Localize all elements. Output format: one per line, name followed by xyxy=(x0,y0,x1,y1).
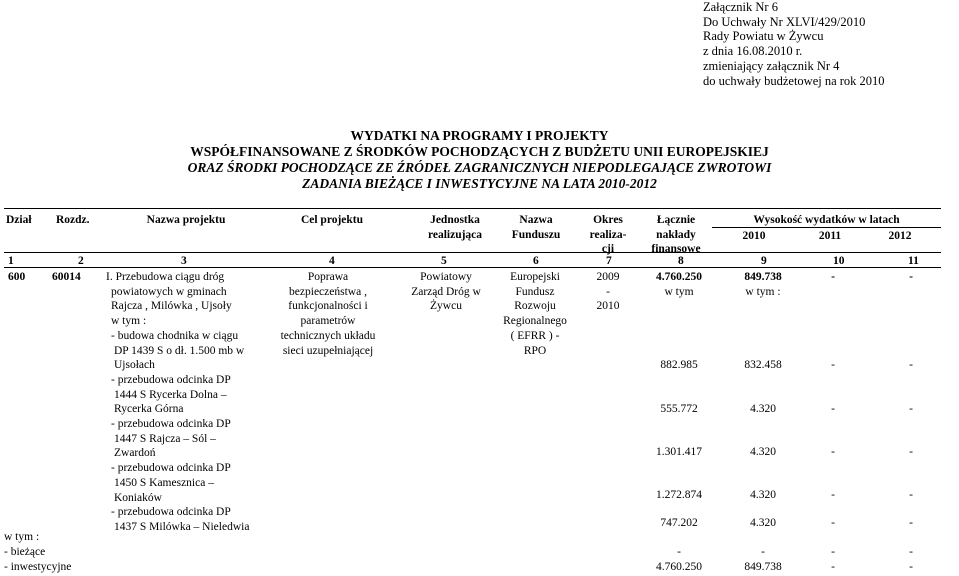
project-line: - przebudowa odcinka DP xyxy=(111,373,231,386)
project-line: Rajcza , Milówka , Ujsoły xyxy=(111,300,232,313)
col-header-okres-l2: realiza- xyxy=(589,228,627,241)
item-2010: 4.320 xyxy=(750,403,776,415)
project-line: 1450 S Kamesznica – xyxy=(114,476,214,489)
item-2010: 4.320 xyxy=(750,489,776,501)
col-header-dzial: Dział xyxy=(6,214,32,226)
fundusz-line: Rozwoju xyxy=(514,300,556,313)
item-naklady: 1.272.874 xyxy=(656,489,702,501)
col-header-2010: 2010 xyxy=(742,230,766,242)
cell-rozdz: 60014 xyxy=(52,271,81,283)
fundusz-line: Fundusz xyxy=(515,285,555,298)
note-line: zmieniający załącznik Nr 4 xyxy=(703,58,840,73)
note-line: Załącznik Nr 6 xyxy=(703,0,778,14)
col-header-naklady xyxy=(640,213,712,257)
col-number: 6 xyxy=(533,255,539,267)
col-header-2011: 2011 xyxy=(818,230,842,242)
project-line: - przebudowa odcinka DP xyxy=(111,506,231,519)
cell-2010-total: 849.738 xyxy=(744,271,782,283)
jednostka-line: Zarząd Dróg w xyxy=(411,285,481,298)
cell-dzial: 600 xyxy=(8,271,26,283)
col-header-fundusz-l2: Funduszu xyxy=(511,228,561,241)
project-line: Rycerka Górna xyxy=(114,403,184,416)
fundusz-line: ( EFRR ) - xyxy=(510,329,560,342)
project-line: 1447 S Rajcza – Sól – xyxy=(114,432,216,445)
col-header-naklady-l1: Łącznie xyxy=(656,214,696,226)
col-number: 11 xyxy=(908,255,919,267)
col-number: 10 xyxy=(833,255,845,267)
attachment-note xyxy=(703,0,885,88)
cell-naklady-wtym: w tym xyxy=(664,286,694,298)
summary-biezace-label: - bieżące xyxy=(4,546,46,558)
item-2012: - xyxy=(909,359,913,371)
cell-cel-projektu xyxy=(268,270,388,358)
project-line: Koniaków xyxy=(114,491,162,504)
col-number: 7 xyxy=(606,255,612,267)
item-naklady: 747.202 xyxy=(660,517,698,529)
col-number: 1 xyxy=(8,255,14,267)
okres-line: 2009 xyxy=(596,271,620,283)
item-2011: - xyxy=(831,489,835,501)
col-number: 9 xyxy=(761,255,767,267)
item-2010: 4.320 xyxy=(750,517,776,529)
cell-2010-wtym: w tym : xyxy=(745,286,781,298)
col-number: 3 xyxy=(181,255,187,267)
project-line: 1437 S Milówka – Nieledwia xyxy=(114,520,250,533)
table-colnum-bottom xyxy=(4,267,941,268)
item-2011: - xyxy=(831,359,835,371)
col-header-cel-projektu: Cel projektu xyxy=(300,214,364,226)
project-line: Zwardoń xyxy=(114,447,156,460)
table-header-bottom xyxy=(4,252,941,253)
summary-inwest-2012: - xyxy=(909,561,913,573)
cell-2011-total: - xyxy=(831,271,835,283)
cell-jednostka xyxy=(396,270,496,314)
summary-inwest-2010: 849.738 xyxy=(744,561,782,573)
col-number: 2 xyxy=(78,255,84,267)
summary-biezace-naklady: - xyxy=(677,546,681,558)
document-title-line-1: WYDATKI NA PROGRAMY I PROJEKTY xyxy=(350,128,609,143)
cell-fundusz xyxy=(490,270,580,358)
item-2011: - xyxy=(831,517,835,529)
project-line: - przebudowa odcinka DP xyxy=(111,418,231,431)
project-line: w tym : xyxy=(111,315,147,328)
item-2012: - xyxy=(909,489,913,501)
col-header-2012: 2012 xyxy=(888,230,912,242)
table-border-top xyxy=(4,208,941,209)
project-line: - budowa chodnika w ciągu xyxy=(111,329,239,342)
project-line: powiatowych w gminach xyxy=(111,285,227,298)
note-line: Do Uchwały Nr XLVI/429/2010 xyxy=(703,14,866,29)
col-header-jednostka xyxy=(400,213,510,242)
item-2012: - xyxy=(909,446,913,458)
note-line: do uchwały budżetowej na rok 2010 xyxy=(703,73,885,88)
col-header-jednostka-l1: Jednostka xyxy=(430,214,480,226)
cell-naklady-total: 4.760.250 xyxy=(656,271,702,283)
summary-biezace-2010: - xyxy=(761,546,765,558)
col-number: 4 xyxy=(329,255,335,267)
summary-inwest-2011: - xyxy=(831,561,835,573)
summary-biezace-2011: - xyxy=(831,546,835,558)
okres-line: 2010 xyxy=(596,300,620,313)
fundusz-line: RPO xyxy=(523,344,547,357)
cell-project-name xyxy=(106,270,249,535)
item-2012: - xyxy=(909,517,913,529)
note-line: z dnia 16.08.2010 r. xyxy=(703,44,803,59)
project-line: Ujsołach xyxy=(114,359,155,372)
col-header-nazwa-projektu: Nazwa projektu xyxy=(146,214,226,226)
item-naklady: 555.772 xyxy=(660,403,698,415)
item-2010: 832.458 xyxy=(744,359,782,371)
cel-line: sieci uzupełniającej xyxy=(282,344,374,357)
col-header-naklady-l3: finansowe xyxy=(651,243,701,256)
col-header-fundusz xyxy=(496,213,576,242)
note-line: Rady Powiatu w Żywcu xyxy=(703,29,824,44)
cel-line: bezpieczeństwa , xyxy=(289,285,367,298)
item-2012: - xyxy=(909,403,913,415)
project-line: - przebudowa odcinka DP xyxy=(111,462,231,475)
col-header-wysokosc: Wysokość wydatków w latach xyxy=(753,214,900,226)
col-number: 8 xyxy=(678,255,684,267)
col-header-fundusz-l1: Nazwa xyxy=(519,214,553,226)
col-header-jednostka-l2: realizująca xyxy=(427,228,483,241)
item-naklady: 882.985 xyxy=(660,359,698,371)
col-header-okres-l3: cji xyxy=(601,243,615,256)
summary-wtym-label: w tym : xyxy=(4,531,40,543)
jednostka-line: Powiatowy xyxy=(420,271,472,283)
cell-okres xyxy=(588,270,628,314)
col-header-rozdz: Rozdz. xyxy=(56,214,90,226)
cell-2012-total: - xyxy=(909,271,913,283)
document-title-line-2: WSPÓŁFINANSOWANE Z ŚRODKÓW POCHODZĄCYCH Z BUDŻETU UNII EUROPEJSKIEJ xyxy=(190,144,769,159)
item-2011: - xyxy=(831,403,835,415)
summary-inwest-label: - inwestycyjne xyxy=(4,561,72,573)
project-line: 1444 S Rycerka Dolna – xyxy=(114,388,227,401)
item-2010: 4.320 xyxy=(750,446,776,458)
item-2011: - xyxy=(831,446,835,458)
cel-line: funkcjonalności i xyxy=(288,300,368,313)
col-number: 5 xyxy=(441,255,447,267)
col-header-okres xyxy=(580,213,636,257)
col-header-naklady-l2: nakłady xyxy=(656,228,696,241)
document-title-line-4: ZADANIA BIEŻĄCE I INWESTYCYJNE NA LATA 2010-2012 xyxy=(302,176,657,191)
fundusz-line: Regionalnego xyxy=(503,315,567,328)
cel-line: Poprawa xyxy=(307,271,349,283)
document-title-line-3: ORAZ ŚRODKI POCHODZĄCE ZE ŹRÓDEŁ ZAGRANICZNYCH NIEPODLEGAJĄCE ZWROTOWI xyxy=(187,160,772,175)
project-line: I. Przebudowa ciągu dróg xyxy=(106,271,225,283)
jednostka-line: Żywcu xyxy=(430,300,462,313)
cel-line: technicznych układu xyxy=(280,329,376,342)
col-header-okres-l1: Okres xyxy=(593,214,623,226)
project-line: DP 1439 S o dł. 1.500 mb w xyxy=(114,344,245,357)
summary-biezace-2012: - xyxy=(909,546,913,558)
item-naklady: 1.301.417 xyxy=(656,446,702,458)
fundusz-line: Europejski xyxy=(510,271,560,283)
summary-inwest-naklady: 4.760.250 xyxy=(656,561,702,573)
cel-line: parametrów xyxy=(300,315,356,328)
okres-line: - xyxy=(606,285,610,298)
